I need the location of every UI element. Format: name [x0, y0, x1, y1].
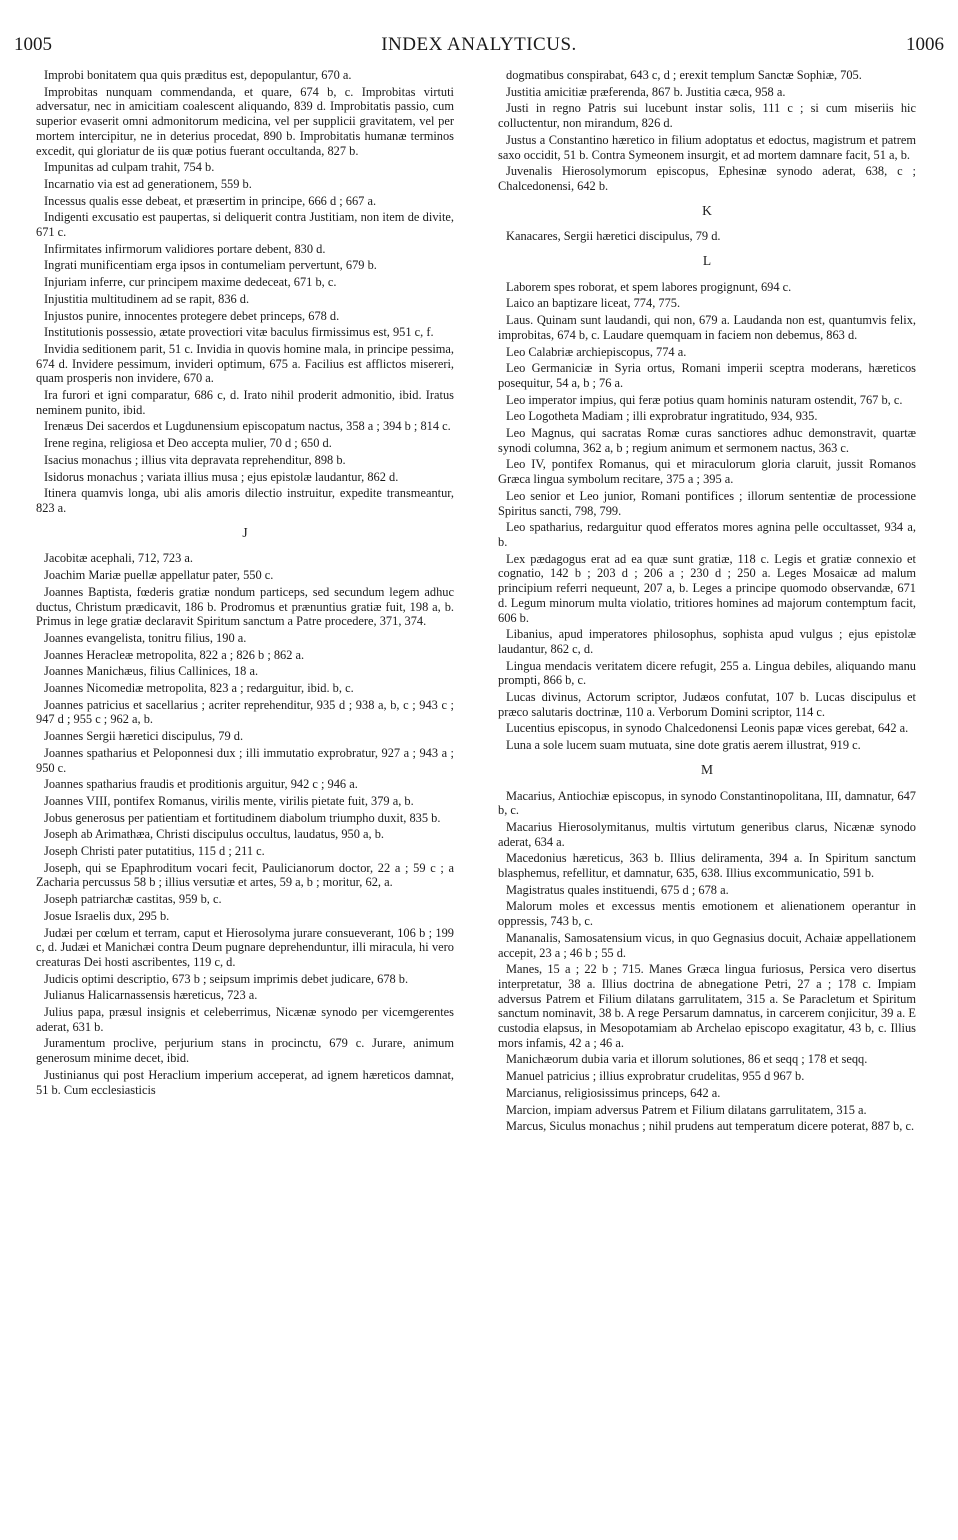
index-entry: Ingrati munificentiam erga ipsos in contumeliam pervertunt, 679 b.: [44, 258, 377, 273]
index-entry: Justus a Constantino hæretico in filium adoptatus et edoctus, magistrum et patrem saxo occidit, 51 b. Contra Symeonem insurgit, et ad mortem damnare facit, 51 a, b.: [498, 132, 916, 162]
index-entry: Joannes Sergii hæretici discipulus, 79 d.: [44, 729, 244, 744]
index-entry: Joannes Heracleæ metropolita, 822 a ; 826 b ; 862 a.: [44, 647, 305, 662]
index-entry: Joseph ab Arimathæa, Christi discipulus occultus, laudatus, 950 a, b.: [44, 827, 385, 842]
index-entry: Laborem spes roborat, et spem labores progignunt, 694 c.: [506, 279, 792, 294]
section-letter: K: [702, 202, 712, 218]
index-entry: Infirmitates infirmorum validiores portare debent, 830 d.: [44, 241, 326, 256]
index-entry: Lucentius episcopus, in synodo Chalcedonensi Leonis papæ vices gerebat, 642 a.: [506, 721, 909, 736]
section-letter: M: [700, 761, 713, 777]
index-entry: Joseph Christi pater putatitius, 115 d ; 211 c.: [44, 844, 265, 859]
index-entry: Lex pædagogus erat ad ea quæ sunt gratiæ, 118 c. Legis et gratiæ connexio et cognatio, 142 b ; 203 d ; 206 a ; 230 d ; 250 a. Leges Mosaicæ ad malum principium referri nequeunt, 207 a, b. Leges a principe quomodo observandæ, 671 d. Legum minorum multa violatio, tritiores homines ad majorum contemptum facit, 606 b.: [498, 551, 916, 625]
index-entry: Libanius, apud imperatores philosophus, sophista apud vulgus ; ejus epistolæ laudantur, 862 c, d.: [498, 627, 916, 656]
index-entry: Injustitia multitudinem ad se rapit, 836 d.: [44, 291, 250, 306]
index-entry: Improbi bonitatem qua quis præditus est, depopulantur, 670 a.: [44, 68, 352, 82]
index-entry: Manes, 15 a ; 22 b ; 715. Manes Græca lingua furiosus, Persica vero disertus interpretatur, 38 a. Illius doctrina de abnegatione Petri, 27 a ; 178 c. Impiam adversus Patrem et Filium dilatans garrulitatem, 315 a. Se Paracletum et Spiritum sanctum nominavit, 38 b. A rege Persarum damnatus, in carcerem conjicitur, 39 a. E custodia elapsus, in Mesopotamiam ab Archelao episcopo exagitatur, 43 b, c. Illius mors infamis, 42 a ; 46 a.: [498, 962, 916, 1050]
index-entry: Leo Logotheta Madiam ; illi exprobratur ingratitudo, 934, 935.: [506, 409, 818, 424]
index-entry: Justinianus qui post Heraclium imperium acceperat, ad ignem hæreticos damnat, 51 b. Cum ecclesiasticis: [36, 1067, 454, 1097]
index-entry: Injustos punire, innocentes protegere debet princeps, 678 d.: [44, 308, 340, 323]
index-entry: Joseph patriarchæ castitas, 959 b, c.: [44, 892, 222, 907]
index-entry: Irenæus Dei sacerdos et Lugdunensium episcopatum nactus, 358 a ; 394 b ; 814 c.: [44, 419, 451, 434]
index-entry: Juvenalis Hierosolymorum episcopus, Ephesinæ synodo aderat, 638, c ; Chalcedonensi, 642 b.: [498, 164, 916, 193]
index-entry: Marcianus, religiosissimus princeps, 642 a.: [506, 1085, 721, 1100]
index-entry: Jobus generosus per patientiam et fortitudinem diabolum triumpho duxit, 835 b.: [44, 810, 441, 825]
index-entry: Marcus, Siculus monachus ; nihil prudens aut temperatum dicere poterat, 887 b, c.: [506, 1119, 915, 1134]
index-entry: Isacius monachus ; illius vita depravata reprehenditur, 898 b.: [44, 452, 346, 467]
section-letter: L: [702, 253, 712, 269]
index-entry: Joachim Mariæ puellæ appellatur pater, 550 c.: [44, 568, 274, 583]
index-entry: Marcion, impiam adversus Patrem et Filium dilatans garrulitatem, 315 a.: [506, 1102, 867, 1117]
index-entry: Judæi per cœlum et terram, caput et Hierosolyma jurare consueverant, 106 b ; 199 c, d. Judæi et Manichæi contra Deum pugnare deprehenduntur, illi miracula, hi vero creaturas Dei hosti ascribentes, 119 c, d.: [36, 925, 454, 969]
section-letter: J: [242, 524, 248, 540]
index-entry: Itinera quamvis longa, ubi alis amoris dilectio instruitur, expedite transmeantur, 823 a.: [36, 486, 454, 515]
page-number-right: 1006: [906, 34, 944, 55]
index-entry: Joannes VIII, pontifex Romanus, virilis mente, virilis pietate fuit, 379 a, b.: [44, 793, 414, 808]
index-entry: Laico an baptizare liceat, 774, 775.: [506, 296, 681, 311]
index-entry: Luna a sole lucem suam mutuata, sine dote gratis aerem illustrat, 919 c.: [506, 738, 861, 753]
index-entry: Leo senior et Leo junior, Romani pontifices ; illorum sententiæ de processione Spiritus sancti, 798, 799.: [498, 488, 916, 518]
page-header: [14, 34, 944, 60]
index-entry: dogmatibus conspirabat, 643 c, d ; erexit templum Sanctæ Sophiæ, 705.: [506, 68, 862, 82]
index-entry: Joannes evangelista, tonitru filius, 190 a.: [44, 630, 247, 645]
index-entry: Justitia amicitiæ præferenda, 867 b. Justitia cæca, 958 a.: [506, 84, 786, 99]
index-entry: Leo IV, pontifex Romanus, qui et miraculorum gloria claruit, jussit Romanos Græca lingua symbolum recitare, 375 a ; 395 a.: [498, 457, 916, 487]
index-entry: Injuriam inferre, cur principem maxime dedeceat, 671 b, c.: [44, 275, 337, 290]
index-entry: Ira furori et igni comparatur, 686 c, d. Irato nihil proderit admonitio, ibid. Iratus neminem punito, ibid.: [36, 388, 454, 417]
index-entry: Institutionis possessio, ætate provectiori vitæ baculus firmissimus est, 951 c, f.: [44, 325, 434, 340]
index-entry: Juramentum proclive, perjurium stans in procinctu, 679 c. Jurare, animum generosum minime decet, ibid.: [36, 1036, 454, 1066]
index-entry: Joannes Manichæus, filius Callinices, 18 a.: [44, 664, 259, 679]
index-entry: Indigenti excusatio est paupertas, si deliquerit contra Justitiam, non item de divite, 671 c.: [36, 210, 454, 240]
index-entry: Invidia seditionem parit, 51 c. Invidia in quovis homine mala, in principe pessima, 674 d. Invidere pessimum, invideri optimum, 675 a. Facilius est afflictos misereri, quam prosperis non invidere, 670 a.: [36, 341, 454, 386]
index-entry: Malorum moles et excessus mentis emotionem et alienationem operantur in oppressis, 743 b, c.: [498, 899, 916, 929]
index-entry: Joannes Nicomediæ metropolita, 823 a ; redarguitur, ibid. b, c.: [44, 681, 354, 696]
index-entry: Improbitas nunquam commendanda, et quare, 674 b, c. Improbitas virtuti adversatur, nec in amicitiam coalescent aliquando, 839 d. Improbitatis passio, cum superior evaserit omni admonitorum medicina, vel per supplicii gravitatem, vel per mortem intercipitur, ne in deterius procedat, 890 b. Improbitatis humanæ terminos excedit, qui gloriatur de iis quæ potius fuerant occultanda, 827 b.: [36, 84, 454, 158]
index-entry: Joannes Baptista, fœderis gratiæ nondum particeps, sed secundum legem adhuc ductus, Christum prædicavit, 186 b. Prodromus et prænuntius gratiæ fuit, 198 a, b. Primus in lege gratiæ declaravit Spiritum sanctum a Patre procedere, 371, 374.: [36, 584, 454, 629]
index-entry: Judicis optimi descriptio, 673 b ; seipsum imprimis debet judicare, 678 b.: [44, 971, 409, 986]
index-entry: Irene regina, religiosa et Deo accepta mulier, 70 d ; 650 d.: [44, 436, 332, 451]
index-entry: Impunitas ad culpam trahit, 754 b.: [44, 160, 215, 175]
index-entry: Lucas divinus, Actorum scriptor, Judæos confutat, 107 b. Lucas discipulus et præco salutaris doctrinæ, 110 a. Verborum Domini scriptor, 114 c.: [498, 690, 916, 719]
index-entry: Magistratus quales instituendi, 675 d ; 678 a.: [506, 882, 729, 897]
index-entry: Joannes spatharius et Peloponnesi dux ; illi immutatio exprobratur, 927 a ; 943 a ; 950 c.: [36, 745, 454, 775]
index-entry: Leo Germaniciæ in Syria ortus, Romani imperii sceptra moderans, hæreticos posequitur, 54 a, b ; 76 a.: [498, 361, 916, 390]
index-entry: Kanacares, Sergii hæretici discipulus, 79 d.: [506, 229, 721, 244]
right-column: [498, 68, 916, 1136]
left-column: [36, 68, 454, 1099]
index-entry: Mananalis, Samosatensium vicus, in quo Gegnasius docuit, Achaiæ appellationem accepit, 23 a ; 46 b ; 55 d.: [498, 930, 916, 960]
index-entry: Isidorus monachus ; variata illius musa ; ejus epistolæ laudantur, 862 d.: [44, 469, 399, 484]
page-number-left: 1005: [14, 34, 52, 55]
index-entry: Joannes patricius et sacellarius ; acriter reprehenditur, 935 d ; 938 a, b, c ; 943 c ; 947 d ; 955 c ; 962 a, b.: [36, 697, 454, 727]
index-entry: Joannes spatharius fraudis et proditionis arguitur, 942 c ; 946 a.: [44, 777, 358, 792]
index-entry: Josue Israelis dux, 295 b.: [44, 908, 170, 923]
index-entry: Lingua mendacis veritatem dicere refugit, 255 a. Lingua debiles, aliquando manu prompti, 866 b, c.: [498, 658, 916, 688]
index-entry: Julius papa, præsul insignis et celeberrimus, Nicænæ synodo per vicemgerentes aderat, 631 b.: [36, 1005, 454, 1034]
index-entry: Julianus Halicarnassensis hæreticus, 723 a.: [44, 988, 258, 1003]
index-entry: Leo Magnus, qui sacratas Romæ curas sanctiores adhuc demonstravit, quartæ synodi columna, 362 a, b ; regium animum et sermonem nactus, 363 c.: [498, 426, 916, 455]
index-entry: Leo imperator impius, qui feræ potius quam hominis naturam ostendit, 767 b, c.: [506, 392, 903, 407]
index-entry: Macarius Hierosolymitanus, multis virtutum generibus clarus, Nicænæ synodo aderat, 634 a.: [498, 819, 916, 849]
index-entry: Leo spatharius, redarguitur quod efferatos mores agnina pelle occultasset, 934 a, b.: [498, 520, 916, 549]
index-entry: Jacobitæ acephali, 712, 723 a.: [44, 551, 193, 566]
index-entry: Manuel patricius ; illius exprobratur crudelitas, 955 d 967 b.: [506, 1069, 805, 1084]
index-entry: Macedonius hæreticus, 363 b. Illius deliramenta, 394 a. In Spiritum sanctum blasphemus, refellitur, et damnatur, 635, 638. Illius excommunicatio, 591 b.: [498, 851, 916, 881]
index-entry: Manichæorum dubia varia et illorum solutiones, 86 et seqq ; 178 et seqq.: [506, 1052, 868, 1067]
index-entry: Laus. Quinam sunt laudandi, qui non, 679 a. Laudanda non est, quantumvis felix, improbitas, 674 b, c. Laudare quemquam in faciem non debemus, 863 d.: [498, 313, 916, 342]
index-entry: Incarnatio via est ad generationem, 559 b.: [44, 176, 252, 191]
index-entry: Incessus qualis esse debeat, et præsertim in principe, 666 d ; 667 a.: [44, 193, 377, 208]
index-entry: Macarius, Antiochiæ episcopus, in synodo Constantinopolitana, III, damnatur, 647 b, c.: [498, 788, 916, 818]
running-title: INDEX ANALYTICUS.: [381, 34, 577, 55]
index-entry: Leo Calabriæ archiepiscopus, 774 a.: [506, 344, 687, 359]
index-entry: Joseph, qui se Epaphroditum vocari fecit, Paulicianorum doctor, 22 a ; 59 c ; a Zacharia percussus 58 b ; illius versutiæ et artes, 59 a, b ; moritur, 62, a.: [36, 860, 454, 890]
index-entry: Justi in regno Patris sui lucebunt instar solis, 111 c ; si cum miseriis hic colluctentur, non mirandum, 826 d.: [498, 101, 916, 131]
